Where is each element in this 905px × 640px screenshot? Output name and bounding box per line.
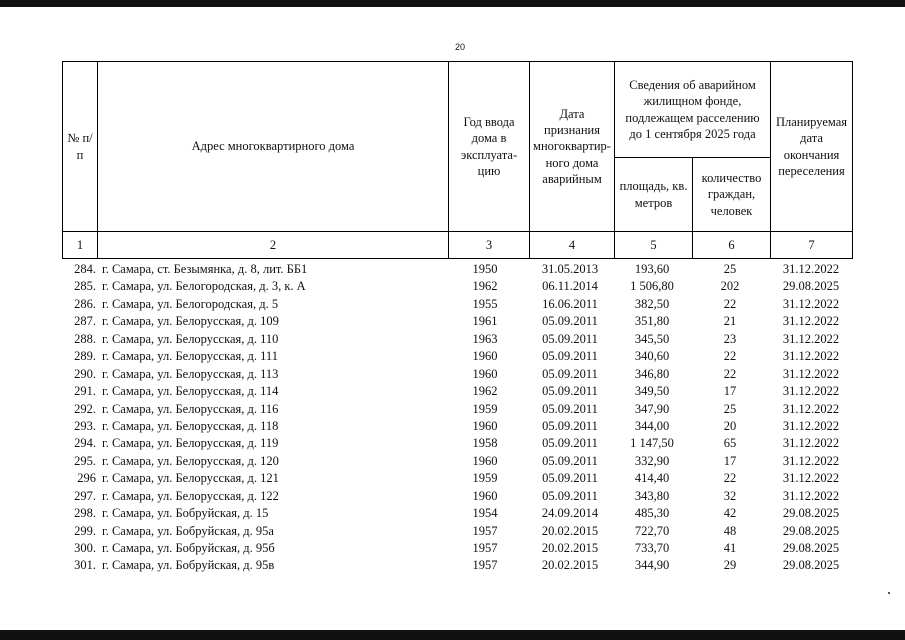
row-area: 193,60 (634, 262, 670, 276)
row-number: 290. (74, 366, 96, 381)
row-year: 1957 (472, 558, 498, 573)
row-planned-date: 31.12.2022 (782, 471, 840, 486)
row-people: 41 (723, 541, 737, 555)
row-number: 286. (74, 296, 96, 311)
row-number: 298. (74, 506, 96, 521)
row-date: 05.09.2011 (542, 349, 598, 364)
colnum-6: 6 (693, 232, 771, 259)
row-date: 20.02.2015 (541, 558, 599, 573)
scan-speck (888, 592, 890, 594)
header-people-label: количество граждан, человек (701, 171, 762, 218)
row-planned-date: 29.08.2025 (782, 541, 840, 555)
table-row (62, 453, 852, 470)
row-planned-date: 31.12.2022 (782, 401, 840, 416)
colnum-7: 7 (771, 232, 853, 259)
row-address: г. Самара, ул. Бобруйская, д. 95б (102, 541, 275, 555)
row-area: 349,50 (634, 384, 670, 399)
row-planned-date: 29.08.2025 (782, 279, 840, 294)
row-year: 1963 (472, 331, 498, 346)
row-planned-date: 31.12.2022 (782, 453, 840, 468)
row-date: 31.05.2013 (541, 262, 599, 276)
row-planned-date: 31.12.2022 (782, 296, 840, 311)
row-people: 17 (723, 453, 737, 468)
table-row (62, 557, 852, 574)
table-row (62, 296, 852, 313)
row-year: 1960 (472, 349, 498, 364)
row-address: г. Самара, ул. Белорусская, д. 120 (102, 453, 279, 468)
row-address: г. Самара, ул. Белорусская, д. 114 (102, 384, 279, 399)
row-date: 05.09.2011 (542, 453, 598, 468)
row-people: 22 (723, 366, 737, 381)
row-area: 346,80 (634, 366, 670, 381)
row-people: 22 (723, 296, 737, 311)
row-date: 05.09.2011 (542, 418, 598, 433)
row-date: 05.09.2011 (542, 314, 598, 329)
bottom-edge-bar (0, 630, 905, 640)
row-area: 351,80 (634, 314, 670, 329)
row-number: 293. (74, 418, 96, 433)
row-date: 05.09.2011 (542, 436, 598, 451)
table-row (62, 313, 852, 330)
row-year: 1961 (472, 314, 498, 329)
row-address: г. Самара, ул. Белорусская, д. 118 (102, 418, 279, 433)
header-year-label: Год ввода дома в эксплуата-цию (460, 115, 518, 178)
row-people: 22 (723, 349, 737, 364)
row-area: 733,70 (634, 541, 670, 555)
row-area: 347,90 (634, 401, 670, 416)
row-people: 42 (723, 506, 737, 521)
row-year: 1960 (472, 366, 498, 381)
row-year: 1959 (472, 471, 498, 486)
table-row (62, 261, 852, 278)
row-planned-date: 31.12.2022 (782, 262, 840, 276)
row-people: 21 (723, 314, 737, 329)
row-number: 294. (74, 436, 96, 451)
row-planned-date: 31.12.2022 (782, 436, 840, 451)
header-year (449, 62, 530, 232)
row-address: г. Самара, ул. Бобруйская, д. 95а (102, 523, 274, 538)
header-num-label: № п/п (67, 131, 93, 162)
row-planned-date: 29.08.2025 (782, 558, 840, 573)
row-address: г. Самара, ст. Безымянка, д. 8, лит. ББ1 (102, 262, 308, 276)
colnum-2: 2 (98, 232, 449, 259)
row-number: 284. (74, 262, 96, 276)
row-area: 332,90 (634, 453, 670, 468)
row-area: 414,40 (634, 471, 670, 486)
row-planned-date: 31.12.2022 (782, 349, 840, 364)
row-year: 1955 (472, 296, 498, 311)
row-year: 1957 (472, 541, 498, 555)
row-people: 23 (723, 331, 737, 346)
header-area (615, 158, 693, 232)
row-address: г. Самара, ул. Белорусская, д. 111 (102, 349, 278, 364)
table-row (62, 470, 852, 487)
row-people: 17 (723, 384, 737, 399)
top-edge-bar (0, 0, 905, 7)
row-date: 05.09.2011 (542, 366, 598, 381)
table-row (62, 418, 852, 435)
row-people: 202 (720, 279, 740, 294)
header-planned-label: Планируемая дата окончания переселения (775, 115, 848, 178)
row-year: 1960 (472, 418, 498, 433)
row-year: 1954 (472, 506, 498, 521)
row-planned-date: 31.12.2022 (782, 314, 840, 329)
header-area-label: площадь, кв. метров (619, 179, 688, 210)
row-people: 65 (723, 436, 737, 451)
row-date: 05.09.2011 (542, 488, 598, 503)
row-area: 345,50 (634, 331, 670, 346)
row-area: 722,70 (634, 523, 670, 538)
table-header (62, 61, 853, 259)
row-year: 1950 (472, 262, 498, 276)
colnum-5: 5 (615, 232, 693, 259)
row-number: 287. (74, 314, 96, 329)
row-number: 285. (74, 279, 96, 294)
row-date: 05.09.2011 (542, 401, 598, 416)
row-number: 300. (74, 541, 96, 555)
row-address: г. Самара, ул. Белорусская, д. 113 (102, 366, 279, 381)
row-area: 344,90 (634, 558, 670, 573)
table-body (62, 261, 852, 575)
row-year: 1958 (472, 436, 498, 451)
row-date: 24.09.2014 (541, 506, 599, 521)
row-planned-date: 31.12.2022 (782, 366, 840, 381)
colnum-3: 3 (449, 232, 530, 259)
row-address: г. Самара, ул. Белорусская, д. 110 (102, 331, 279, 346)
row-address: г. Самара, ул. Белорусская, д. 122 (102, 488, 279, 503)
row-date: 06.11.2014 (542, 279, 598, 294)
row-planned-date: 29.08.2025 (782, 506, 840, 521)
row-people: 22 (723, 471, 737, 486)
table-row (62, 435, 852, 452)
colnum-4: 4 (530, 232, 615, 259)
row-people: 20 (723, 418, 737, 433)
table-row (62, 505, 852, 522)
row-area: 1 506,80 (630, 279, 674, 294)
row-area: 485,30 (634, 506, 670, 521)
header-people (693, 158, 771, 232)
row-year: 1960 (472, 453, 498, 468)
row-number: 299. (74, 523, 96, 538)
table-row (62, 383, 852, 400)
row-number: 291. (74, 384, 96, 399)
row-address: г. Самара, ул. Белорусская, д. 121 (102, 471, 279, 486)
page-number: 20 (454, 42, 465, 52)
row-address: г. Самара, ул. Белогородская, д. 5 (102, 296, 279, 311)
row-number: 295. (74, 453, 96, 468)
row-area: 382,50 (634, 296, 670, 311)
row-address: г. Самара, ул. Белорусская, д. 116 (102, 401, 279, 416)
row-year: 1957 (472, 523, 498, 538)
table-row (62, 488, 852, 505)
table-row (62, 366, 852, 383)
row-address: г. Самара, ул. Бобруйская, д. 95в (102, 558, 275, 573)
row-number: 296 (77, 471, 96, 486)
row-year: 1962 (472, 384, 498, 399)
header-num (63, 62, 98, 232)
header-info (615, 62, 771, 158)
row-planned-date: 31.12.2022 (782, 418, 840, 433)
row-number: 292. (74, 401, 96, 416)
row-date: 16.06.2011 (542, 296, 598, 311)
row-people: 32 (723, 488, 737, 503)
header-address-label: Адрес многоквартирного дома (191, 139, 355, 154)
table-row (62, 540, 852, 557)
row-year: 1962 (472, 279, 498, 294)
row-number: 301. (74, 558, 96, 573)
row-planned-date: 31.12.2022 (782, 488, 840, 503)
header-date-label: Дата признания многоквартир-ного дома аварийным (533, 106, 611, 186)
row-date: 05.09.2011 (542, 331, 598, 346)
row-number: 297. (74, 488, 96, 503)
row-number: 288. (74, 331, 96, 346)
row-planned-date: 29.08.2025 (782, 523, 840, 538)
row-people: 25 (723, 401, 737, 416)
row-year: 1960 (472, 488, 498, 503)
row-planned-date: 31.12.2022 (782, 384, 840, 399)
row-area: 343,80 (634, 488, 670, 503)
row-date: 20.02.2015 (541, 541, 599, 555)
row-people: 25 (723, 262, 737, 276)
row-address: г. Самара, ул. Бобруйская, д. 15 (102, 506, 269, 521)
table-row (62, 523, 852, 540)
row-area: 1 147,50 (630, 436, 674, 451)
header-date (530, 62, 615, 232)
row-date: 20.02.2015 (541, 523, 599, 538)
row-number: 289. (74, 349, 96, 364)
table-row (62, 278, 852, 295)
table-row (62, 401, 852, 418)
row-year: 1959 (472, 401, 498, 416)
row-people: 29 (723, 558, 737, 573)
row-address: г. Самара, ул. Белорусская, д. 109 (102, 314, 279, 329)
header-address (98, 62, 449, 232)
table-row (62, 348, 852, 365)
row-area: 340,60 (634, 349, 670, 364)
row-area: 344,00 (634, 418, 670, 433)
row-planned-date: 31.12.2022 (782, 331, 840, 346)
header-info-label: Сведения об аварийном жилищном фонде, подлежащем расселению до 1 сентября 2025 года (625, 78, 760, 141)
table-row (62, 331, 852, 348)
row-people: 48 (723, 523, 737, 538)
row-address: г. Самара, ул. Белорусская, д. 119 (102, 436, 279, 451)
row-date: 05.09.2011 (542, 471, 598, 486)
colnum-1: 1 (63, 232, 98, 259)
row-address: г. Самара, ул. Белогородская, д. 3, к. А (102, 279, 306, 294)
row-date: 05.09.2011 (542, 384, 598, 399)
header-planned (771, 62, 853, 232)
